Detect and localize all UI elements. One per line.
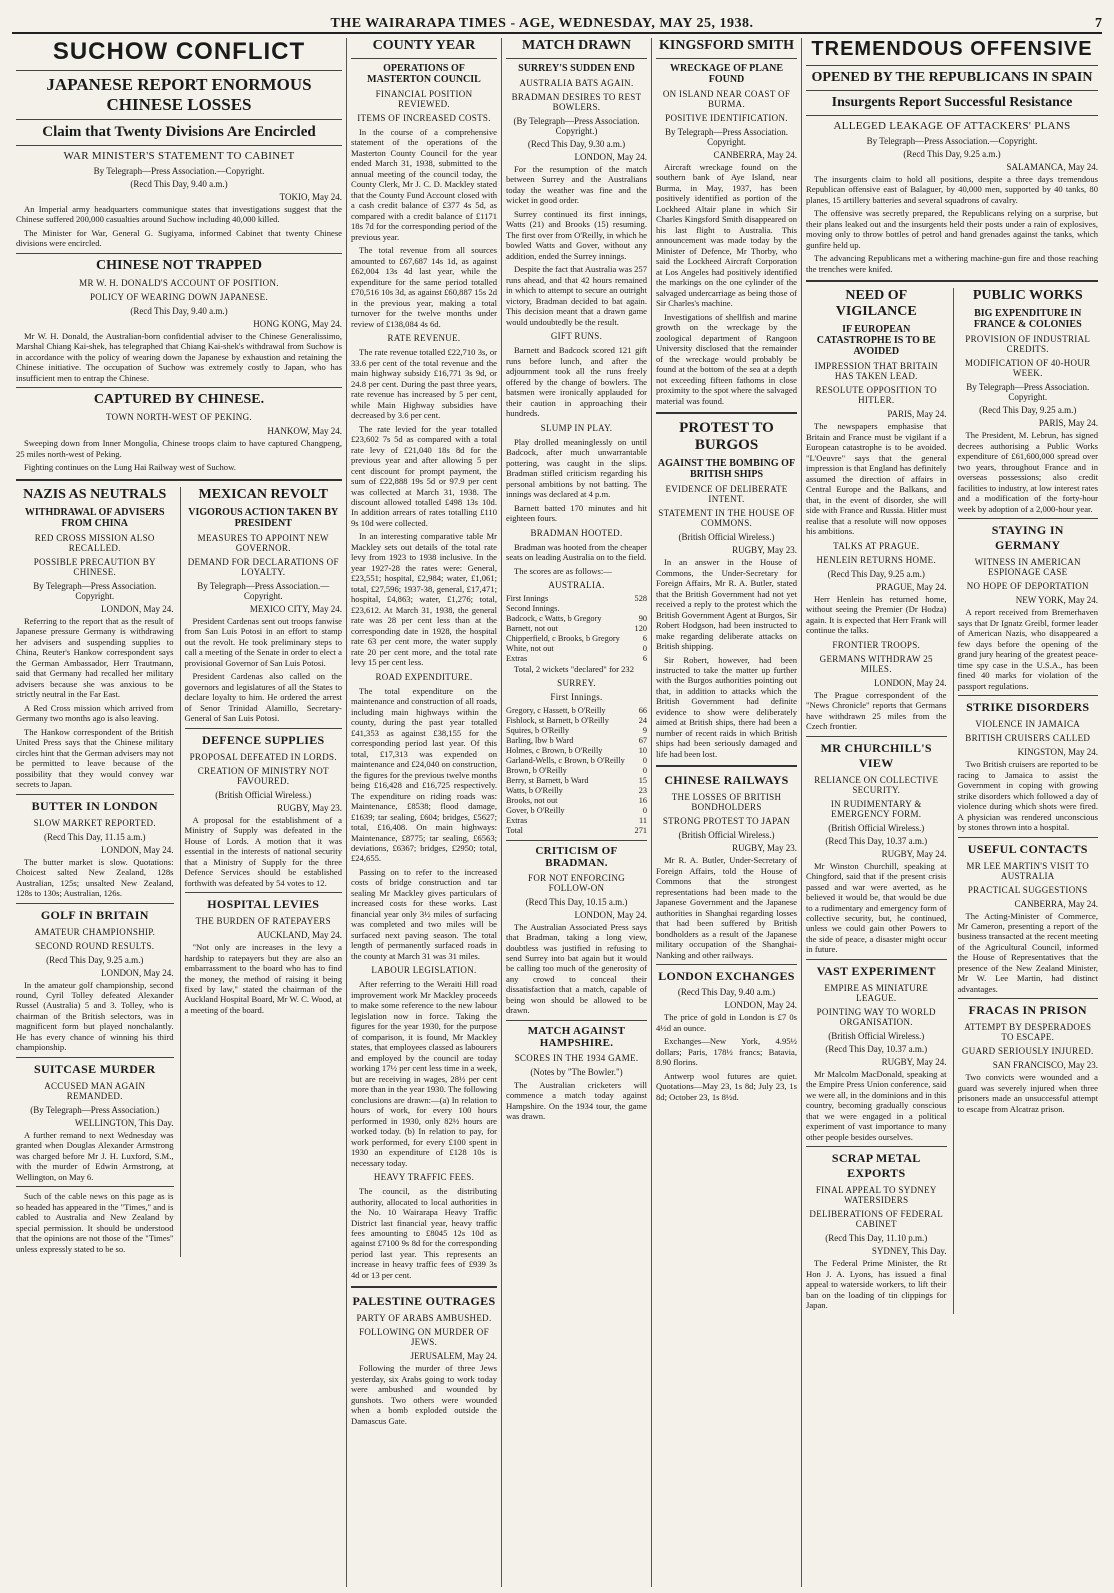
article-paragraph: Herr Henlein has returned home, without seeing the Premier (Dr Hodza) again. It is expected that Herr Frank will continue the talks. bbox=[806, 593, 947, 636]
article-paragraph: The scores are as follows:— bbox=[514, 565, 612, 576]
subhead: IMPRESSION THAT BRITAIN HAS TAKEN LEAD. bbox=[814, 361, 938, 382]
headline-match-drawn: MATCH DRAWN bbox=[521, 38, 631, 53]
article-paragraph: Barnett and Badcock scored 121 gift runs before lunch, and after the adjournment took all the runs freely offered by the change of bowlers. The batsmen were ironically applauded for their caution in approaching their hundreds. bbox=[506, 345, 647, 419]
subhead: GERMANS WITHDRAW 25 MILES. bbox=[819, 653, 933, 674]
subhead: ITEMS OF INCREASED COSTS. bbox=[357, 113, 491, 123]
subhead-war-minister: WAR MINISTER'S STATEMENT TO CABINET bbox=[63, 150, 295, 162]
subhead: BRITISH CRUISERS CALLED bbox=[965, 733, 1091, 744]
team-heading-australia: AUSTRALIA. bbox=[548, 579, 605, 590]
article-paragraph: A Red Cross mission which arrived from Germany two months ago is also leaving. bbox=[16, 702, 174, 724]
page-number: 7 bbox=[1095, 16, 1102, 31]
dateline: RUGBY, May 24. bbox=[881, 1056, 947, 1067]
score-value: 15 bbox=[638, 775, 647, 785]
score-name: Fishlock, st Barnett, b O'Reilly bbox=[506, 716, 609, 726]
dateline: JERUSALEM, May 24. bbox=[410, 1351, 497, 1362]
credit-line: By Telegraph—Press Association.—Copyright. bbox=[93, 166, 265, 176]
score-value: 90 bbox=[638, 613, 647, 623]
score-name: Berry, st Barnett, b Ward bbox=[506, 775, 589, 785]
headline-protest-burgos: PROTEST TO BURGOS bbox=[679, 420, 774, 454]
subhead: SECOND ROUND RESULTS. bbox=[35, 940, 155, 951]
article-paragraph: The Prague correspondent of the "News Chronicle" reports that Germans have withdrawn 25 miles from the Czech frontier. bbox=[806, 689, 947, 732]
article-paragraph: The advancing Republicans met a withering machine-gun fire and those reaching the trenches were knifed. bbox=[806, 253, 1098, 274]
scorecard-row bbox=[506, 716, 647, 726]
received-line: (Recd This Day, 9.40 a.m.) bbox=[130, 305, 228, 316]
headline-fracas-in-prison: FRACAS IN PRISON bbox=[968, 1003, 1087, 1018]
article-paragraph: Mr Winston Churchill, speaking at Chingford, said that if the present crisis passed and war were averted, as he believed it would be, that would be due to a rudimentary and emergency form of collective security, but, he continued, unless we could gain other Powers to the side of peace, a disaster might occur in future. bbox=[806, 860, 947, 955]
dateline: RUGBY, May 23. bbox=[732, 545, 797, 556]
headline-vast-experiment: VAST EXPERIMENT bbox=[816, 963, 936, 978]
dateline: LONDON, May 24. bbox=[574, 152, 647, 162]
received-line: (British Official Wireless.) bbox=[678, 830, 775, 841]
received-line: (Recd This Day, 11.10 p.m.) bbox=[825, 1233, 928, 1244]
article-paragraph: The butter market is slow. Quotations: Choicest salted New Zealand, 128s Australian, 125s; unsalted New Zealand, 128s to 130s; Australian, 126s. bbox=[16, 856, 174, 899]
scorecard-row bbox=[506, 624, 647, 634]
section-heading: SLUMP IN PLAY. bbox=[540, 422, 613, 433]
score-name: Gover, b O'Reilly bbox=[506, 805, 565, 815]
headline-london-exchanges: LONDON EXCHANGES bbox=[658, 969, 795, 984]
article-paragraph: President Cardenas sent out troops fanwise from San Luis Potosi in an effort to stamp out the revolt. He took preliminary steps to call a meeting of the Senate in order to elect a provisional Governor of San Luis Potosi. bbox=[184, 615, 342, 668]
headline-chinese-not-trapped: CHINESE NOT TRAPPED bbox=[96, 257, 262, 273]
article-paragraph: Fighting continues on the Lung Hai Railway west of Suchow. bbox=[24, 462, 236, 473]
score-value: 6 bbox=[642, 653, 647, 663]
subhead-insurgents: Insurgents Report Successful Resistance bbox=[831, 95, 1073, 110]
subhead: FOR NOT ENFORCING FOLLOW-ON bbox=[528, 872, 625, 893]
article-paragraph: Sweeping down from Inner Mongolia, Chinese troops claim to have captured Changpeng, 25 miles north-west of Peking. bbox=[16, 438, 342, 459]
dateline: RUGBY, May 23. bbox=[277, 802, 342, 813]
score-name: Brown, b O'Reilly bbox=[506, 765, 567, 775]
article-paragraph: The total expenditure on the maintenance and construction of all roads, including main highways within the county, during the past year totalled £41,353 as against £38,155 for the corresponding period last year. Of this total, £17,313 was expended on maintenance and £24,040 on construction, the figures for the previous twelve months being £16,428 and £16,725 respectively. The expenditure on riding roads was: Maintenance, £8538; flood damage, £1639; tar sealing, £604; bridges, £5627; total, £16,408. On main highways: Maintenance, £8775; tar sealing, £6563; deviations, £6367; bridges, £2950; total, £24,655. bbox=[351, 685, 497, 864]
headline-public-works: PUBLIC WORKS bbox=[972, 288, 1083, 304]
subhead: FOLLOWING ON MURDER OF JEWS. bbox=[359, 1327, 489, 1348]
score-name: First Innings bbox=[506, 593, 549, 603]
subhead: NO HOPE OF DEPORTATION bbox=[966, 581, 1089, 592]
subhead: PROPOSAL DEFEATED IN LORDS. bbox=[189, 751, 337, 762]
headline-criticism: CRITICISM OF BRADMAN. bbox=[535, 844, 618, 869]
article-paragraph: For the resumption of the match between Surrey and the Australians today the weather was fine and the wicket in good order. bbox=[506, 164, 647, 206]
headline-useful-contacts: USEFUL CONTACTS bbox=[967, 841, 1088, 856]
subhead: STATEMENT IN THE HOUSE OF COMMONS. bbox=[658, 508, 795, 529]
received-line: (Recd This Day, 9.25 a.m.) bbox=[903, 149, 1001, 159]
headline-butter: BUTTER IN LONDON bbox=[31, 798, 158, 813]
headline-need-of-vigilance: NEED OF VIGILANCE bbox=[835, 288, 917, 320]
dateline: CANBERRA, May 24. bbox=[1014, 898, 1098, 909]
received-line: (Recd This Day, 9.30 a.m.) bbox=[527, 139, 626, 149]
dateline: WELLINGTON, This Day. bbox=[74, 1117, 174, 1128]
scorecard-row bbox=[506, 634, 647, 644]
scorecard-total: Total, 2 wickets "declared" for 232 bbox=[514, 663, 635, 674]
article-paragraph: Investigations of shellfish and marine growth on the wreckage by the zoological department of Rangoon University disclosed that the remainder of the wreckage would probably be found at the bottom of the sea at a depth not exceeding fifteen fathoms in close proximity to the spot where the salvaged material was found. bbox=[656, 311, 797, 406]
subhead: AGAINST THE BOMBING OF BRITISH SHIPS bbox=[657, 458, 796, 481]
section-heading: ROAD EXPENDITURE. bbox=[375, 671, 473, 682]
credit-line: (By Telegraph—Press Association. Copyright.) bbox=[513, 116, 640, 136]
received-line: (British Official Wireless.) bbox=[215, 789, 312, 800]
dateline: PRAGUE, May 24. bbox=[875, 581, 947, 592]
subhead: MEASURES TO APPOINT NEW GOVERNOR. bbox=[197, 532, 329, 553]
subhead-leakage: ALLEGED LEAKAGE OF ATTACKERS' PLANS bbox=[833, 120, 1071, 132]
subhead: POLICY OF WEARING DOWN JAPANESE. bbox=[89, 291, 269, 302]
article-paragraph: In the amateur golf championship, second round, Cyril Tolley defeated Alexander Russel (Australia) 5 and 3. Tolley, who is chairman of the British selectors, was in magnificent form but played nonchalantly. He has every chance of winning his third championship. bbox=[16, 979, 174, 1053]
score-value: 67 bbox=[638, 736, 647, 745]
headline-suitcase: SUITCASE MURDER bbox=[33, 1061, 156, 1076]
headline-scrap-metal: SCRAP METAL EXPORTS bbox=[831, 1151, 921, 1181]
received-line: (Recd This Day, 9.25 a.m.) bbox=[827, 568, 925, 579]
score-name: Second Innings. bbox=[506, 603, 560, 613]
subhead: RED CROSS MISSION ALSO RECALLED. bbox=[34, 532, 155, 553]
article-paragraph: Surrey continued its first innings, Watts (21) and Brooks (15) resuming. The first over from O'Reilly, in which he bowled Watts and Gover, without any addition, ended the Surrey innings. bbox=[506, 208, 647, 261]
article-paragraph: In the course of a comprehensive statement of the operations of the Masterton County Council for the year ended March 31, 1938, submitted to the annual meeting of the council today, the County Clerk, Mr J. C. D. Mackley stated that the County Fund Account closed with a cash credit balance of £377 4s 5d, as compared with a credit balance of £1171 18s 7d for the corresponding period of the previous year. bbox=[351, 127, 497, 242]
article-paragraph: The insurgents claim to hold all positions, despite a three days tremendous Republican offensive east of Balaguer, by 40,000 men, supported by 40 tanks, 80 planes, 15 artillery batteries and several squadrons of cavalry. bbox=[806, 174, 1098, 205]
score-value: 6 bbox=[642, 633, 647, 643]
headline-suchow: SUCHOW CONFLICT bbox=[52, 38, 306, 65]
article-paragraph: The total revenue from all sources amounted to £67,687 14s 1d, as against £62,004 13s 4d last year, while the expenditure for the same period totalled £70,516 10s 3d, as against £60,887 15s 2d in the previous year, making a total turnover for the twelve months under review of £138,084 4s 6d. bbox=[351, 245, 497, 329]
subhead: BIG EXPENDITURE IN FRANCE & COLONIES bbox=[973, 308, 1082, 331]
subhead: OPERATIONS OF MASTERTON COUNCIL bbox=[367, 63, 481, 85]
article-paragraph: A further remand to next Wednesday was granted when Douglas Alexander Armstrong was charged before Mr J. H. Luxford, S.M., with the murder of Edwin Armstrong, at Wellington, on May 6. bbox=[16, 1129, 174, 1182]
headline-strike-disorders: STRIKE DISORDERS bbox=[966, 700, 1090, 715]
column-1-2 bbox=[12, 38, 347, 1587]
score-name: Extras bbox=[506, 653, 528, 663]
subhead: SCORES IN THE 1934 GAME. bbox=[514, 1052, 639, 1063]
article-paragraph: Following the murder of three Jews yesterday, six Arabs going to work today were ambushed and wounded by gunshots. Two others were wounded when a bomb exploded outside the Damascus Gate. bbox=[351, 1363, 497, 1426]
section-heading: FRONTIER TROOPS. bbox=[832, 639, 921, 650]
scorecard-surrey bbox=[506, 706, 647, 825]
received-line: (Recd This Day, 9.40 a.m.) bbox=[677, 987, 776, 998]
dateline: MEXICO CITY, May 24. bbox=[249, 603, 342, 614]
article-paragraph: Despite the fact that Australia was 257 runs ahead, and that 42 hours remained in which to attempt to secure an outright victory, Bradman decided to bat again. This decision meant that a drawn game would undoubtedly be the result. bbox=[506, 264, 647, 327]
scorecard-row bbox=[506, 746, 647, 756]
subhead: AMATEUR CHAMPIONSHIP. bbox=[34, 926, 156, 937]
subhead: DEMAND FOR DECLARATIONS OF LOYALTY. bbox=[187, 556, 339, 577]
score-value: 120 bbox=[634, 623, 647, 633]
scorecard-row bbox=[506, 644, 647, 654]
subhead: SURREY'S SUDDEN END bbox=[518, 63, 635, 74]
dateline: NEW YORK, May 24. bbox=[1015, 595, 1098, 606]
subhead: WITHDRAWAL OF ADVISERS FROM CHINA bbox=[24, 506, 165, 529]
credit-line: (Notes by "The Bowler.") bbox=[530, 1066, 623, 1077]
dateline: HANKOW, May 24. bbox=[267, 426, 342, 437]
subhead: POINTING WAY TO WORLD ORGANISATION. bbox=[816, 1006, 936, 1027]
article-paragraph: Mr Malcolm MacDonald, speaking at the Empire Press Union conference, said we were all, in the dominions and in this country, becoming gradually conscious that we were engaged in a political experiment of vast importance to many other people besides ourselves. bbox=[806, 1068, 947, 1142]
subhead: IN RUDIMENTARY & EMERGENCY FORM. bbox=[830, 798, 922, 819]
subhead: WITNESS IN AMERICAN ESPIONAGE CASE bbox=[974, 557, 1081, 578]
received-line: (British Official Wireless.) bbox=[678, 532, 775, 543]
subhead: PARTY OF ARABS AMBUSHED. bbox=[356, 1313, 492, 1324]
article-paragraph: The President, M. Lebrun, has signed decrees authorising a Public Works expenditure of £61,600,000 spread over two years, throughout France and in overseas possessions; also credit facilities to industry, at low interest rates and a modification of the forty-hour week by adoption of a 2,000-hour year. bbox=[957, 430, 1098, 514]
score-name: Barling, lbw b Ward bbox=[506, 736, 574, 745]
scorecard-row bbox=[506, 736, 647, 746]
subhead: PROVISION OF INDUSTRIAL CREDITS. bbox=[965, 334, 1091, 355]
article-paragraph: Two British cruisers are reported to be racing to Jamaica to assist the Government in coping with growing strike disorders which followed a day of violence during which shots were fired. A physician was rendered unconscious by stones thrown into a hospital. bbox=[957, 759, 1098, 833]
dateline: PARIS, May 24. bbox=[1038, 418, 1098, 429]
article-paragraph: Antwerp wool futures are quiet. Quotations—May 23, 1s 8d; July 23, 1s 8d; October 23, 1s 8½d. bbox=[656, 1070, 797, 1102]
article-paragraph: The offensive was secretly prepared, the Republicans relying on a surprise, but their plans leaked out and the insurgents held their posts under a rain of explosives, moving only to throw bottles of petrol and hand grenades against the tanks, which gunfire held up. bbox=[806, 208, 1098, 250]
dateline: KINGSTON, May 24. bbox=[1017, 747, 1098, 758]
score-name: Badcock, c Watts, b Gregory bbox=[506, 613, 602, 623]
received-line: (British Official Wireless.) bbox=[828, 822, 925, 833]
dateline: TOKIO, May 24. bbox=[279, 192, 342, 202]
received-line: (Recd This Day, 9.40 a.m.) bbox=[130, 179, 228, 189]
headline-county-year: COUNTY YEAR bbox=[372, 38, 476, 53]
article-paragraph: An Imperial army headquarters communique states that investigations suggest that the Chinese suffered 200,000 casualties around Suchow including 40,000 killed. bbox=[16, 204, 342, 225]
dateline: LONDON, May 24. bbox=[101, 603, 174, 614]
scorecard-row bbox=[506, 604, 647, 614]
column-vigilance bbox=[806, 288, 947, 1313]
scorecard-total-row bbox=[506, 826, 647, 836]
credit-line: By Telegraph—Press Association. Copyright. bbox=[33, 580, 157, 601]
score-value: 0 bbox=[642, 643, 647, 653]
scorecard-row bbox=[506, 654, 647, 664]
score-value: 0 bbox=[642, 755, 647, 765]
headline-kingsford-smith: KINGSFORD SMITH bbox=[659, 38, 794, 53]
article-paragraph: The Federal Prime Minister, the Rt Hon J. A. Lyons, has issued a final appeal to waterside workers, to lift their ban on the loading of tin clippings for Japan. bbox=[806, 1258, 947, 1311]
article-paragraph: Sir Robert, however, had been instructed to take the matter up further with the Burgos authorities pointing out that, in addition to attacks which the British Government had definite evidence to show were deliberately aimed at British ships, there had been a number of recent raids in which British ships had been seriously damaged and life had been lost. bbox=[656, 654, 797, 759]
subhead: THE LOSSES OF BRITISH BONDHOLDERS bbox=[671, 792, 782, 813]
masthead-title: THE WAIRARAPA TIMES - AGE, WEDNESDAY, MAY 25, 1938. bbox=[330, 16, 754, 31]
received-line: (Recd This Day, 9.25 a.m.) bbox=[979, 405, 1077, 416]
credit-line: By Telegraph—Press Association. Copyright. bbox=[966, 382, 1090, 403]
received-line: (Recd This Day, 10.15 a.m.) bbox=[525, 896, 628, 907]
subhead: EVIDENCE OF DELIBERATE INTENT. bbox=[665, 484, 788, 505]
team-heading-surrey: SURREY. bbox=[557, 678, 596, 689]
subhead: TOWN NORTH-WEST OF PEKING. bbox=[106, 412, 252, 423]
score-name: Barnett, not out bbox=[506, 623, 558, 633]
score-name: Watts, b O'Reilly bbox=[506, 785, 563, 795]
subhead: THE BURDEN OF RATEPAYERS bbox=[195, 916, 331, 927]
scorecard-row bbox=[506, 706, 647, 716]
score-name: Extras bbox=[506, 815, 528, 825]
article-paragraph: Exchanges—New York, 4.95½ dollars; Paris, 178½ francs; Batavia, 8.90 florins. bbox=[656, 1036, 797, 1068]
subhead: STRONG PROTEST TO JAPAN bbox=[662, 816, 791, 827]
column-county-year bbox=[347, 38, 502, 1587]
article-paragraph: President Cardenas also called on the governors and legislatures of all the States to declare loyalty to him. He ordered the arrest of Senor Trinidad Alamillo, Secretary-General of San Luis Potosi. bbox=[184, 671, 342, 724]
score-value: 66 bbox=[638, 706, 647, 716]
subhead-republicans: OPENED BY THE REPUBLICANS IN SPAIN bbox=[811, 70, 1093, 85]
dateline: HONG KONG, May 24. bbox=[253, 318, 342, 329]
subhead: WRECKAGE OF PLANE FOUND bbox=[670, 63, 783, 85]
footnote-paragraph: Such of the cable news on this page as is so headed has appeared in the "Times," and is cabled to Australia and New Zealand by special permission. It should be understood that the opinions are not those of the "Times" unless expressly stated to be so. bbox=[16, 1191, 174, 1254]
article-paragraph: The newspapers emphasise that Britain and France must be vigilant if a European catastrophe is to be avoided. "L'Oeuvre" says that the general impression is that England has definitely assumed the direction of affairs in Central Europe and the Balkans, and that, in the event of disorder, she will side with France and Russia. Hitler must realise that a resolute will now opposes his ambitions. bbox=[806, 421, 947, 537]
column-match-drawn bbox=[502, 38, 652, 1587]
section-heading: GIFT RUNS. bbox=[550, 331, 603, 342]
headline-hospital: HOSPITAL LEVIES bbox=[207, 897, 320, 912]
scorecard-row bbox=[506, 614, 647, 624]
score-value: 24 bbox=[638, 716, 647, 726]
subhead: MODIFICATION OF 40-HOUR WEEK. bbox=[965, 358, 1091, 379]
dateline: LONDON, May 24. bbox=[101, 967, 174, 978]
scorecard-australia bbox=[506, 594, 647, 664]
scorecard-row bbox=[506, 766, 647, 776]
score-name: Chipperfield, c Brooks, b Gregory bbox=[506, 633, 620, 643]
score-name: White, not out bbox=[506, 643, 554, 653]
headline-golf: GOLF IN BRITAIN bbox=[40, 907, 149, 922]
subhead: ATTEMPT BY DESPERADOES TO ESCAPE. bbox=[964, 1022, 1092, 1043]
subhead: RESOLUTE OPPOSITION TO HITLER. bbox=[815, 385, 937, 406]
scorecard-row bbox=[506, 806, 647, 816]
subhead: RELIANCE ON COLLECTIVE SECURITY. bbox=[814, 774, 939, 795]
subhead: VIOLENCE IN JAMAICA bbox=[975, 719, 1081, 730]
article-paragraph: The price of gold in London is £7 0s 4½d an ounce. bbox=[656, 1012, 797, 1033]
scorecard-row bbox=[506, 776, 647, 786]
article-paragraph: Play drolled meaninglessly on until Badcock, after much unwarrantable pottering, was caught in the slips. Bradman stifled criticism regarding his personal ambitions by not batting. The innings was declared at 4 p.m. bbox=[506, 436, 647, 500]
received-line: (Recd This Day, 10.37 a.m.) bbox=[825, 835, 928, 846]
credit-line: By Telegraph—Press Association.—Copyright. bbox=[866, 136, 1038, 146]
credit-line: (By Telegraph—Press Association.) bbox=[30, 1104, 160, 1115]
score-value: 0 bbox=[642, 765, 647, 775]
scorecard-row bbox=[506, 786, 647, 796]
article-paragraph: The council, as the distributing authority, allocated to local authorities in the No. 10 Wairarapa Heavy Traffic District last financial year, heavy traffic fees amounting to £8045 12s 10d as against £7100 9s 8d for the corresponding period last year. This represents an increase in heavy traffic fees of £939 3s 4d or 13 per cent. bbox=[351, 1186, 497, 1280]
subhead-japanese-report: JAPANESE REPORT ENORMOUS CHINESE LOSSES bbox=[46, 75, 312, 114]
innings-heading: First Innings. bbox=[550, 692, 603, 703]
column-tremendous-offensive bbox=[802, 38, 1102, 1587]
subhead: CREATION OF MINISTRY NOT FAVOURED. bbox=[197, 765, 329, 786]
score-name: Holmes, c Brown, b O'Reilly bbox=[506, 745, 603, 755]
scorecard-row bbox=[506, 816, 647, 826]
score-value: 528 bbox=[634, 593, 647, 603]
subhead-twenty-divisions: Claim that Twenty Divisions Are Encircled bbox=[42, 124, 316, 140]
dateline: LONDON, May 24. bbox=[724, 1000, 797, 1011]
article-paragraph: Mr R. A. Butler, Under-Secretary of Foreign Affairs, told the House of Commons that the strongest representations had been made to the Japanese Government and the Japanese authorities in Shanghai regarding losses that had been suffered by British bondholders as a result of the Japanese military occupation of the Shanghai-Nanking and other railways. bbox=[656, 855, 797, 960]
column-mexican bbox=[180, 487, 343, 1257]
section-heading: RATE REVENUE. bbox=[387, 333, 461, 344]
subhead: PRACTICAL SUGGESTIONS bbox=[967, 884, 1088, 895]
subhead: POSSIBLE PRECAUTION BY CHINESE. bbox=[33, 556, 156, 577]
dateline: SYDNEY, This Day. bbox=[871, 1246, 947, 1257]
dateline: SAN FRANCISCO, May 23. bbox=[992, 1060, 1098, 1071]
received-line: (Recd This Day, 11.15 a.m.) bbox=[44, 831, 146, 842]
article-paragraph: "Not only are increases in the levy a hardship to ratepayers but they are also an embarrassment to the board who has to find the money, the method of raising it being fixed by law," stated the chairman of the Auckland Hospital Board, Mr W. C. Wood, at a meeting of the board. bbox=[184, 942, 342, 1015]
section-heading: TALKS AT PRAGUE. bbox=[833, 540, 920, 551]
credit-line: By Telegraph—Press Association. Copyright. bbox=[665, 127, 788, 147]
columns bbox=[12, 38, 1102, 1587]
subhead: IF EUROPEAN CATASTROPHE IS TO BE AVOIDED bbox=[816, 324, 936, 358]
score-name: Gregory, c Hassett, b O'Reilly bbox=[506, 706, 606, 716]
headline-staying-in-germany: STAYING IN GERMANY bbox=[991, 523, 1064, 553]
article-paragraph: Aircraft wreckage found on the southern bank of Aye Island, near Burma, in May, 1937, has been positively identified as portion of the Lockheed Altair plane in which Sir Charles Kingsford Smith disappeared on his last flight to Australia. This announcement was made today by the Minister of Defence, Mr Thorby, who said the Lockheed Aircraft Corporation at Los Angeles had positively identified the markings on the one cylinder of the salvaged undercarriage as being those of Sir Charles's machine. bbox=[656, 162, 797, 309]
article-paragraph: In an interesting comparative table Mr Mackley sets out details of the total rate levy from 1923 to 1938 inclusive. In the year 1927-28 the rates were: General, £23,551; hospital, £2,984; water, £1,061; total, £27,596; 1937-38, general, £17,471; hospital, £4,863; water, £1,276; total, £23,612. At March 31, 1938, the general rate was 28 per cent less than at the corresponding date in 1928, the hospital rate 63 per cent more, the water supply rate 20 per cent more, and the total rate levy 15 per cent less. bbox=[351, 531, 497, 668]
article-paragraph: The Australian cricketers will commence a match today against Hampshire. On the 1934 tour, the game was drawn. bbox=[506, 1079, 647, 1122]
dateline: LONDON, May 24. bbox=[574, 909, 647, 920]
section-heading: BRADMAN HOOTED. bbox=[530, 527, 623, 538]
subhead: SLOW MARKET REPORTED. bbox=[33, 817, 156, 828]
right-lower-columns bbox=[806, 288, 1098, 1313]
section-heading: LABOUR LEGISLATION. bbox=[371, 965, 477, 976]
article-paragraph: The Minister for War, General G. Sugiyama, informed Cabinet that twenty Chinese divisions were encircled. bbox=[16, 227, 342, 249]
article-paragraph: Referring to the report that as the result of Japanese pressure Germany is withdrawing her advisers and suspending supplies to China, Reuter's Hankow correspondent says the German Ambassador, Herr Trautmann, said that Germany had recalled her military advisers because she was anxious to be strictly neutral in the Far East. bbox=[16, 615, 174, 700]
article-paragraph: Mr W. H. Donald, the Australian-born confidential adviser to the Chinese Generalissimo, Marshal Chiang Kai-shek, has telegraphed that Chiang Kai-shek's withdrawal from Suchow is in accordance with the policy of wearing down the Japanese by exhaustion and retaining the Chinese initiative. The occupation of Suchow was extremely costly to Japan, who has insufficient men to entrap the Chinese. bbox=[16, 330, 342, 383]
article-paragraph: The rate levied for the year totalled £23,602 7s 5d as compared with a total rate levy of £21,040 18s 8d for the previous year and after allowing 5 per cent discount for prompt payment, the sum of £22,888 19s 5d or 97.9 per cent was collected at March 31, 1938. The discount allowed totalled £498 13s 10d. In addition arrears of rates totalling £110 9s 10d were collected. bbox=[351, 423, 497, 528]
dateline: RUGBY, May 23. bbox=[732, 843, 797, 854]
article-paragraph: Two convicts were wounded and a guard was severely injured when three prisoners made an unsuccessful attempt to escape from Alcatraz prison. bbox=[957, 1072, 1098, 1114]
article-paragraph: The Australian Associated Press says that Bradman, taking a long view, doubtless was justified in refusing to send Surrey into bat again but it would be calling too much of the generosity of any crowd to conceal their dissatisfaction that a match, capable of being won should be allowed to be drawn. bbox=[506, 921, 647, 1016]
headline-chinese-railways: CHINESE RAILWAYS bbox=[664, 773, 789, 788]
subhead: DELIBERATIONS OF FEDERAL CABINET bbox=[809, 1209, 944, 1230]
subhead: ACCUSED MAN AGAIN REMANDED. bbox=[44, 1080, 146, 1101]
dateline: PARIS, May 24. bbox=[887, 409, 947, 420]
subhead: FINANCIAL POSITION REVIEWED. bbox=[375, 89, 473, 109]
headline-hampshire: MATCH AGAINST HAMPSHIRE. bbox=[527, 1024, 626, 1049]
headline-mexican: MEXICAN REVOLT bbox=[198, 486, 328, 502]
masthead bbox=[12, 10, 1102, 34]
headline-defence: DEFENCE SUPPLIES bbox=[202, 732, 325, 747]
score-value: 0 bbox=[642, 805, 647, 815]
scorecard-row bbox=[506, 756, 647, 766]
article-paragraph: A report received from Bremerhaven says that Dr Ignatz Greibl, former leader of American Nazis, who disappeared a few days before the opening of the grand jury hearing of the greatest peace-time spy case in the U.S.A., has been fined 40 marks for violation of the passport regulations. bbox=[957, 607, 1098, 691]
subhead: HENLEIN RETURNS HOME. bbox=[816, 554, 937, 565]
headline-tremendous-offensive: TREMENDOUS OFFENSIVE bbox=[811, 38, 1093, 60]
subhead: POSITIVE IDENTIFICATION. bbox=[665, 113, 788, 123]
score-value: 9 bbox=[642, 726, 647, 736]
received-line: (Recd This Day, 10.37 a.m.) bbox=[825, 1043, 928, 1054]
score-name: Total bbox=[506, 825, 523, 835]
section-heading: HEAVY TRAFFIC FEES. bbox=[373, 1172, 475, 1183]
subhead: MR W. H. DONALD'S ACCOUNT OF POSITION. bbox=[79, 277, 279, 288]
credit-line: By Telegraph—Press Association.—Copyright. bbox=[197, 580, 330, 601]
score-value: 271 bbox=[634, 825, 647, 835]
scorecard-row bbox=[506, 726, 647, 736]
dateline: RUGBY, May 24. bbox=[881, 848, 947, 859]
dateline: LONDON, May 24. bbox=[101, 844, 174, 855]
subhead: MR LEE MARTIN'S VISIT TO AUSTRALIA bbox=[966, 860, 1090, 881]
article-paragraph: The Acting-Minister of Commerce, Mr Cameron, presenting a report of the business transacted at the recent meeting of the Agricultural Council, informed the House of Representatives that the presence of the New Zealand Minister, Mr W. Lee Martin, had distinct advantages. bbox=[957, 910, 1098, 994]
article-paragraph: Bradman was hooted from the cheaper seats on leading Australia on to the field. bbox=[506, 541, 647, 563]
score-name: Garland-Wells, c Brown, b O'Reilly bbox=[506, 755, 625, 765]
article-paragraph: The rate revenue totalled £22,710 3s, or 33.6 per cent of the total revenue and the main highway subsidy £16,771 3s 9d, or 24.8 per cent. During the past three years, rate revenue has increased by 5 per cent, while Main Highway subsidies have decreased by 3.6 per cent. bbox=[351, 347, 497, 421]
subhead: VIGOROUS ACTION TAKEN BY PRESIDENT bbox=[188, 506, 339, 529]
dateline: CANBERRA, May 24. bbox=[713, 150, 797, 160]
score-value: 23 bbox=[638, 785, 647, 795]
score-name: Squires, b O'Reilly bbox=[506, 726, 570, 736]
subhead: BRADMAN DESIRES TO REST BOWLERS. bbox=[511, 92, 642, 112]
column-kingsford-smith bbox=[652, 38, 802, 1587]
article-paragraph: Barnett batted 170 minutes and hit eighteen fours. bbox=[506, 502, 647, 524]
headline-palestine: PALESTINE OUTRAGES bbox=[352, 1294, 496, 1309]
received-line: (British Official Wireless.) bbox=[828, 1030, 925, 1041]
dateline: LONDON, May 24. bbox=[874, 677, 947, 688]
article-paragraph: The Hankow correspondent of the British United Press says that the Chinese military circles hint that the German advisers may not be permitted to leave because of the possibility that they would convey war secrets to Japan. bbox=[16, 726, 174, 790]
headline-churchill: MR CHURCHILL'S VIEW bbox=[820, 740, 932, 770]
article-paragraph: A proposal for the establishment of a Ministry of Supply was defeated in the House of Lords. A motion that it was essential in the interests of national security that a Ministry of Supply for the three Defence Services should be established forthwith was defeated by 54 votes to 12. bbox=[184, 814, 342, 888]
column-public-works bbox=[953, 288, 1099, 1313]
headline-nazis: NAZIS AS NEUTRALS bbox=[23, 486, 167, 502]
scorecard-row bbox=[506, 594, 647, 604]
lower-two-columns bbox=[16, 487, 342, 1257]
article-paragraph: Passing on to refer to the increased costs of bridge construction and tar sealing Mr Mackley gives particulars of increased costs for these works. Last financial year only 3½ miles of surfacing was completed and two miles will be surfaced next paving season. The total length of permanently surfaced roads in the county at March 31 was 31 miles. bbox=[351, 866, 497, 961]
headline-captured: CAPTURED BY CHINESE. bbox=[93, 392, 265, 408]
score-value: 16 bbox=[638, 795, 647, 805]
score-value: 10 bbox=[638, 745, 647, 755]
article-paragraph: After referring to the Weraiti Hill road improvement work Mr Mackley proceeds to make some reference to the new labour legislation now in force. Taking the figures for the year 1930, for the purpose of comparison, it is found, Mr Mackley states, that employees classed as labourers and employed by the council are today working 17½ per cent less time in a week, but are receiving in wages, 28½ per cent more than in the year 1930. The following conclusions are drawn:—(a) In relation to hours of work, for every 100 hours performed in 1930, only 82½ hours are worked today. (b) In relation to pay, for work performed, for every £100 spent in 1930 an expenditure of £128 10s is necessary today. bbox=[351, 979, 497, 1168]
article-paragraph: In an answer in the House of Commons, the Under-Secretary for Foreign Affairs, Mr R. A. Butler, stated that the British Government had not yet received a reply to the protest which the British Government Agent at Burgos, Sir Robert Hodgson, had been instructed to make regarding deliberate attacks on British shipping. bbox=[656, 557, 797, 652]
dateline: AUCKLAND, May 24. bbox=[257, 930, 342, 941]
dateline: SALAMANCA, May 24. bbox=[1006, 162, 1098, 172]
subhead: AUSTRALIA BATS AGAIN. bbox=[519, 78, 634, 88]
subhead: FINAL APPEAL TO SYDNEY WATERSIDERS bbox=[815, 1185, 937, 1206]
subhead: GUARD SERIOUSLY INJURED. bbox=[961, 1046, 1094, 1057]
scorecard-row bbox=[506, 796, 647, 806]
received-line: (Recd This Day, 9.25 a.m.) bbox=[46, 954, 144, 965]
score-value: 11 bbox=[639, 815, 647, 825]
column-nazis bbox=[16, 487, 174, 1257]
subhead: EMPIRE AS MINIATURE LEAGUE. bbox=[824, 982, 929, 1003]
score-name: Brooks, not out bbox=[506, 795, 558, 805]
subhead: ON ISLAND NEAR COAST OF BURMA. bbox=[662, 89, 791, 109]
